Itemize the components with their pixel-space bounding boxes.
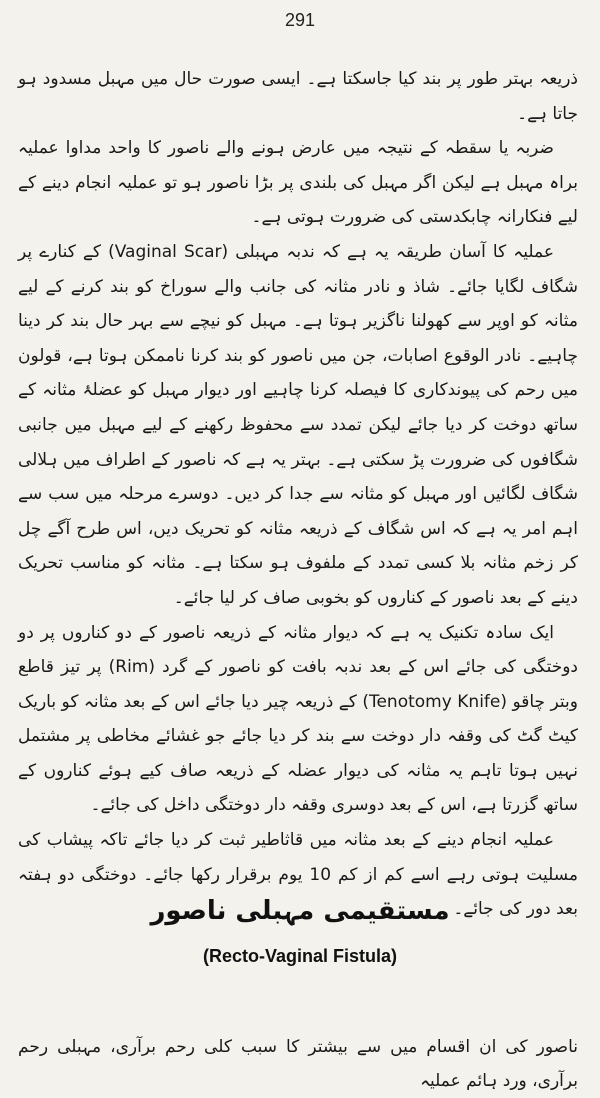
paragraph-final: ناصور کی ان اقسام میں سے بیشتر کا سبب کلی رحم برآری، مہبلی رحم برآری، ورد ہائم عملیہ xyxy=(18,1037,578,1091)
paragraph-5: عملیہ انجام دینے کے بعد مثانہ میں قاثاطیر ثبت کر دیا جائے تاکہ پیشاب کی مسلیت ہوتی رہے اسے کم از کم 10 یوم برقرار رکھا جائے۔ دوختگی دو ہفتہ بعد دور کی جائے۔ xyxy=(18,830,578,920)
paragraph-3: عملیہ کا آسان طریقہ یہ ہے کہ ندبہ مہبلی (Vaginal Scar) کے کنارے پر شگاف لگایا جائے۔ شاذ و نادر مثانہ کی جانب والے سوراخ کو بند کرنے کے لیے مثانہ کو اوپر سے کھولنا ناگزیر ہوتا ہے۔ مہبل کو نیچے سے بہر حال بند کر دینا چاہیے۔ نادر الوقوع اصابات، جن میں ناصور کو بند کرنا ناممکن ہوتا ہے، قولون میں رحم کی پیوندکاری کا فیصلہ کرنا چاہیے اور دیوار مہبل کو عضلۂ مثانہ کے ساتھ دوخت کر دیا جائے لیکن تمدد سے محفوظ رکھنے کے لیے مہبل میں جانبی شگافوں کی ضرورت پڑ سکتی ہے۔ بہتر یہ ہے کہ ناصور کے اطراف میں ہلالی شگاف لگائیں اور مہبل کو مثانہ سے جدا کر دیں۔ دوسرے مرحلہ میں سب سے اہم امر یہ ہے کہ اس شگاف کے ذریعہ مثانہ کو تحریک دیں، اس طرح آگے چل کر زخم مثانہ بلا کسی تمدد کے ملفوف ہو سکتا ہے۔ مثانہ کو مناسب تحریک دینے کے بعد ناصور کے کناروں کو بخوبی صاف کر لیا جائے۔ xyxy=(18,241,578,608)
section-heading-english: (Recto-Vaginal Fistula) xyxy=(202,946,398,966)
paragraph-1: ذریعہ بہتر طور پر بند کیا جاسکتا ہے۔ ایسی صورت حال میں مہبل مسدود ہو جاتا ہے۔ xyxy=(18,69,578,124)
page-number: 291 xyxy=(284,10,316,30)
section-heading-urdu: مستقیمی مہبلی ناصور xyxy=(150,896,450,926)
body-text xyxy=(18,62,578,927)
paragraph-4: ایک سادہ تکنیک یہ ہے کہ دیوار مثانہ کے ذریعہ ناصور کے دو کناروں پر دو دوختگی کی جائے اس کے بعد ندبہ بافت کو ناصور کے گرد (Rim) پر تیز قاطع وبتر چاقو (Tenotomy Knife) کے ذریعہ چیر دیا جائے اس کے بعد مثانہ کو باریک کیٹ گٹ کی وقفہ دار دوخت سے بند کر دیا جائے جو غشائے مخاطی پر مشتمل نہیں ہوتا تاہم یہ مثانہ کی دیوار عضلہ کے ذریعہ صاف کیے ہوئے کناروں کے ساتھ گزرتا ہے، اس کے بعد دوسری وقفہ دار دوختگی داخل کی جائے۔ xyxy=(18,622,578,816)
paragraph-2: ضربہ یا سقطہ کے نتیجہ میں عارض ہونے والے ناصور کا واحد مداوا عملیہ براہ مہبل ہے لیکن اگر مہبل کی بلندی پر بڑا ناصور ہو تو عملیہ انجام دینے کے لیے فنکارانہ چابکدستی کی ضرورت ہوتی ہے۔ xyxy=(18,138,578,228)
